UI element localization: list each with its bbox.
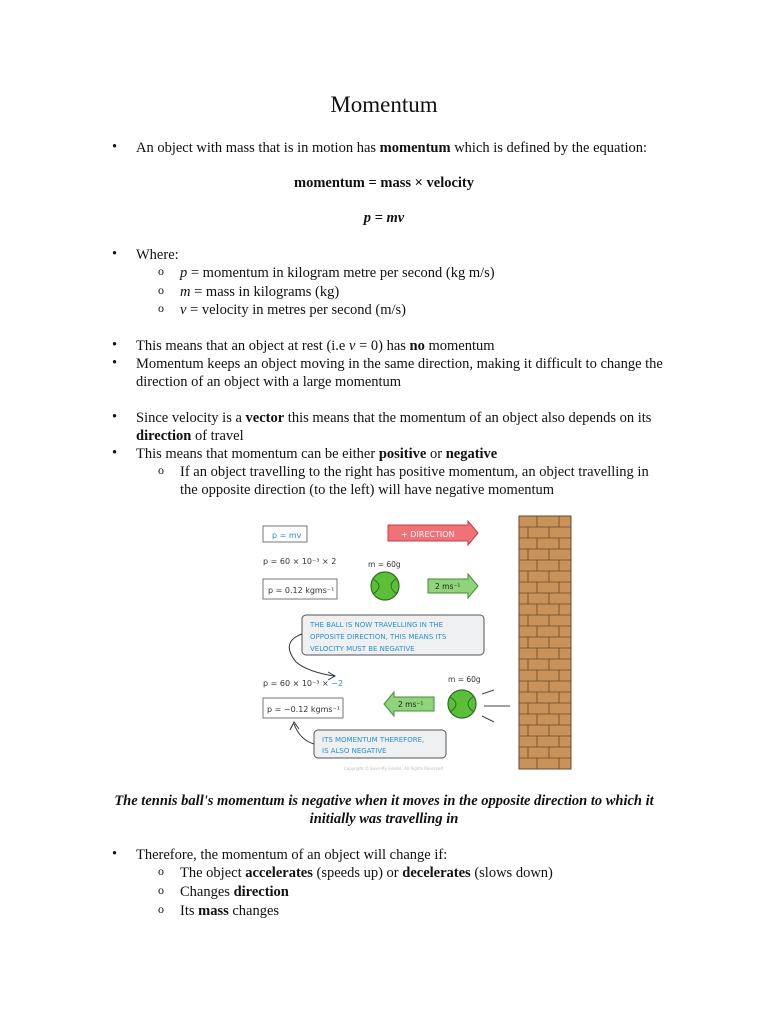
bullet-dot: •	[112, 139, 118, 155]
formula-text: p = mv	[272, 531, 302, 540]
note1-line2: OPPOSITE DIRECTION, THIS MEANS ITS	[310, 633, 447, 641]
direction-arrow	[388, 521, 478, 545]
mass2-text: m = 60g	[448, 675, 481, 684]
note1-line3: VELOCITY MUST BE NEGATIVE	[310, 645, 415, 653]
impact-lines	[482, 690, 510, 722]
page-title: Momentum	[330, 92, 438, 117]
copyright-text: Copyright © Save My Exams. All Rights Reserved	[344, 766, 443, 771]
velocity-arrow-left	[384, 692, 434, 716]
result1-text: p = 0.12 kgms⁻¹	[268, 586, 335, 595]
figure-caption: The tennis ball's momentum is negative when it moves in the opposite direction to which it initially was travelling in	[114, 793, 654, 827]
vel1-text: 2 ms⁻¹	[435, 582, 461, 591]
tennis-ball-1	[371, 572, 399, 600]
equation-words: momentum = mass × velocity	[293, 175, 475, 191]
equation-symbols: p = mv	[363, 210, 405, 226]
result2-text: p = −0.12 kgms⁻¹	[267, 705, 341, 714]
momentum-diagram	[258, 512, 574, 778]
vel2-text: 2 ms⁻¹	[398, 700, 424, 709]
calc2-text: p = 60 × 10⁻³ × −2	[263, 679, 344, 688]
mass1-text: m = 60g	[368, 560, 401, 569]
note2-line1: ITS MOMENTUM THEREFORE,	[322, 736, 425, 744]
velocity-arrow-right	[428, 574, 478, 598]
note1-line1: THE BALL IS NOW TRAVELLING IN THE	[310, 621, 444, 629]
direction-label: + DIRECTION	[401, 530, 455, 539]
note2-line2: IS ALSO NEGATIVE	[322, 747, 387, 755]
calc1-text: p = 60 × 10⁻³ × 2	[263, 557, 337, 566]
brick-wall	[519, 516, 571, 769]
tennis-ball-2	[448, 690, 476, 718]
